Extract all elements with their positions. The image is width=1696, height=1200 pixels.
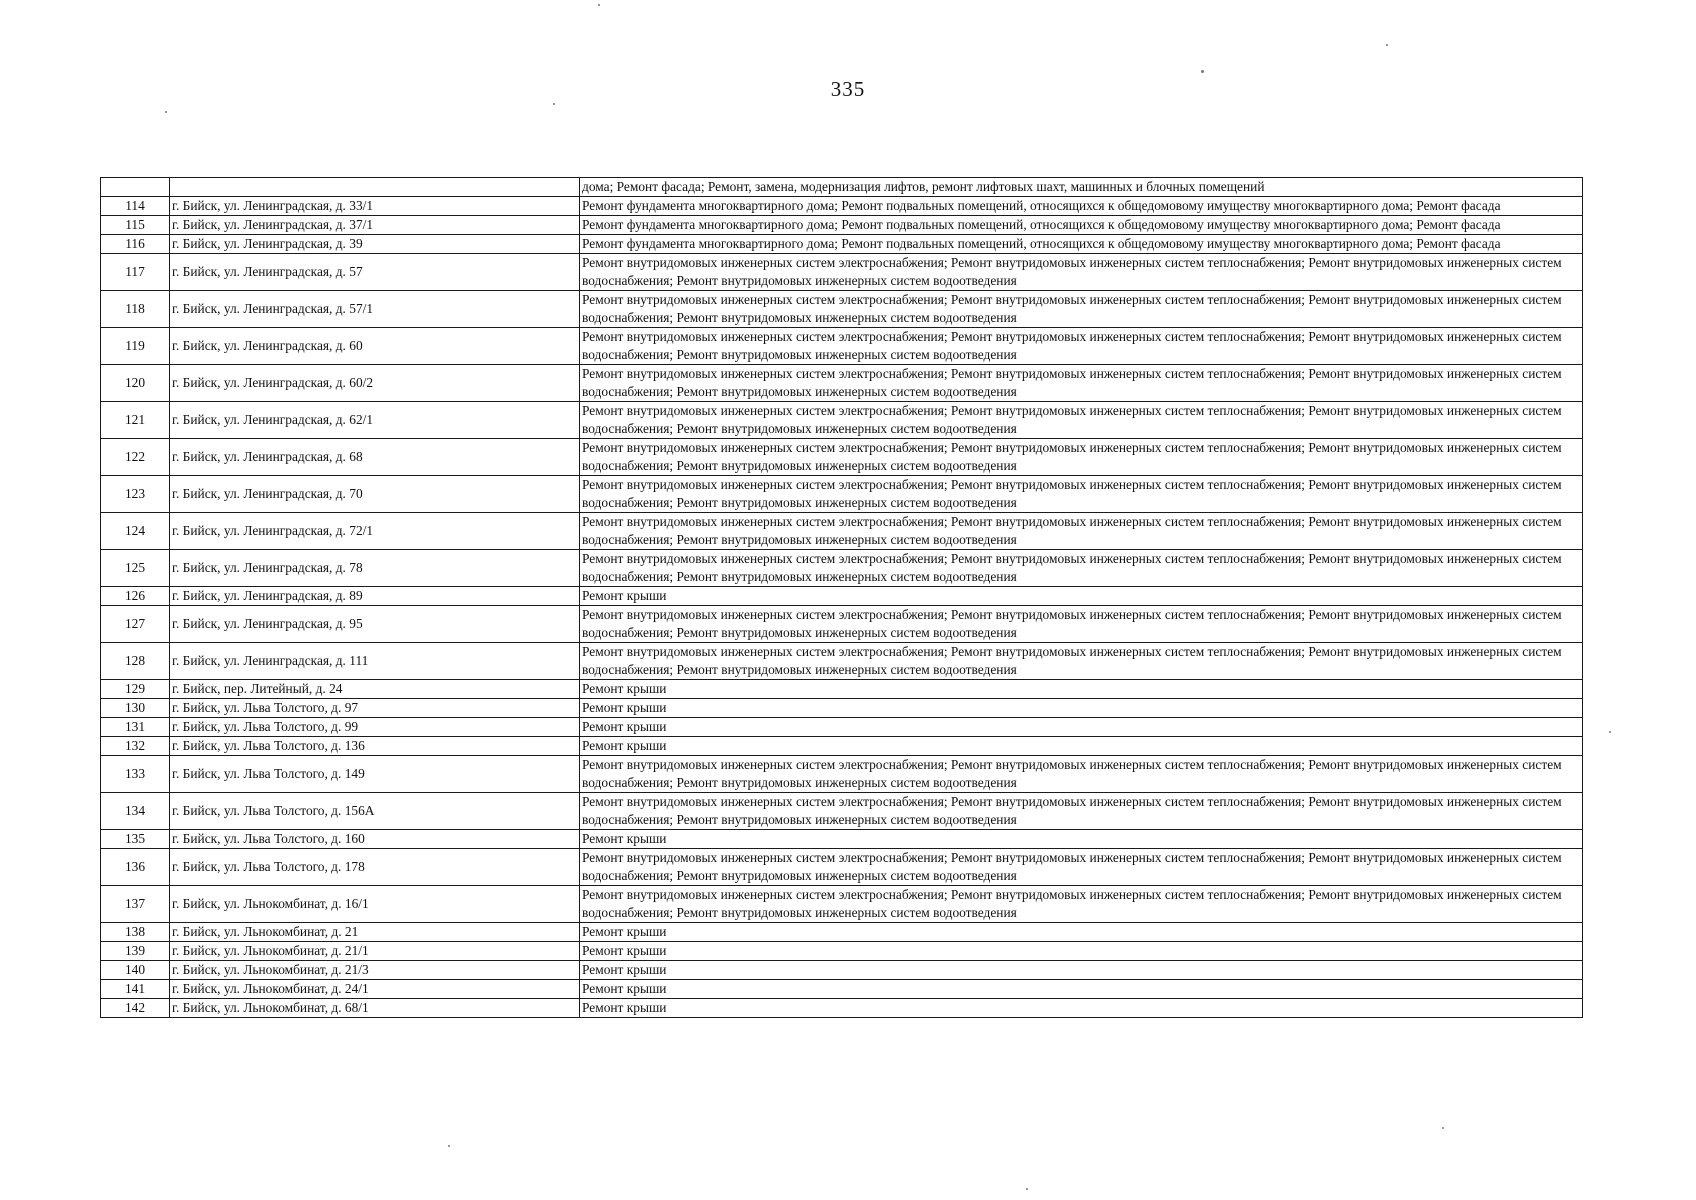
row-address: г. Бийск, ул. Ленинградская, д. 37/1 xyxy=(170,216,580,235)
row-address xyxy=(170,178,580,197)
row-works: Ремонт крыши xyxy=(580,942,1583,961)
row-number: 133 xyxy=(101,756,170,793)
row-works: Ремонт внутридомовых инженерных систем электроснабжения; Ремонт внутридомовых инженерных систем теплоснабжения; Ремонт внутридомовых инженерных систем водоснабжения; Ремонт внутридомовых инженерных систем водоотведения xyxy=(580,849,1583,886)
table-row xyxy=(101,718,1583,737)
row-number: 117 xyxy=(101,254,170,291)
page-number: 335 xyxy=(830,77,866,101)
table-row xyxy=(101,942,1583,961)
row-address: г. Бийск, ул. Ленинградская, д. 89 xyxy=(170,587,580,606)
row-number: 122 xyxy=(101,439,170,476)
row-address: г. Бийск, ул. Ленинградская, д. 78 xyxy=(170,550,580,587)
table-row xyxy=(101,961,1583,980)
row-address: г. Бийск, ул. Ленинградская, д. 57/1 xyxy=(170,291,580,328)
row-number: 138 xyxy=(101,923,170,942)
row-works: Ремонт внутридомовых инженерных систем электроснабжения; Ремонт внутридомовых инженерных систем теплоснабжения; Ремонт внутридомовых инженерных систем водоснабжения; Ремонт внутридомовых инженерных систем водоотведения xyxy=(580,365,1583,402)
row-number: 114 xyxy=(101,197,170,216)
table-row xyxy=(101,550,1583,587)
row-address: г. Бийск, ул. Льнокомбинат, д. 21/3 xyxy=(170,961,580,980)
row-works: Ремонт внутридомовых инженерных систем электроснабжения; Ремонт внутридомовых инженерных систем теплоснабжения; Ремонт внутридомовых инженерных систем водоснабжения; Ремонт внутридомовых инженерных систем водоотведения xyxy=(580,550,1583,587)
row-works: Ремонт крыши xyxy=(580,980,1583,999)
row-works: Ремонт крыши xyxy=(580,830,1583,849)
table-row xyxy=(101,980,1583,999)
table-row xyxy=(101,793,1583,830)
row-address: г. Бийск, ул. Льва Толстого, д. 136 xyxy=(170,737,580,756)
row-address: г. Бийск, ул. Льва Толстого, д. 178 xyxy=(170,849,580,886)
row-address: г. Бийск, ул. Ленинградская, д. 60 xyxy=(170,328,580,365)
row-works: Ремонт фундамента многоквартирного дома; Ремонт подвальных помещений, относящихся к общедомовому имуществу многоквартирного дома; Ремонт фасада xyxy=(580,197,1583,216)
row-number: 132 xyxy=(101,737,170,756)
row-number: 137 xyxy=(101,886,170,923)
row-number: 140 xyxy=(101,961,170,980)
row-number: 123 xyxy=(101,476,170,513)
row-number: 141 xyxy=(101,980,170,999)
table-row xyxy=(101,830,1583,849)
row-number: 115 xyxy=(101,216,170,235)
row-works: Ремонт крыши xyxy=(580,737,1583,756)
row-number: 130 xyxy=(101,699,170,718)
row-works: Ремонт крыши xyxy=(580,999,1583,1018)
table-row xyxy=(101,999,1583,1018)
table-row xyxy=(101,737,1583,756)
row-address: г. Бийск, пер. Литейный, д. 24 xyxy=(170,680,580,699)
table-row xyxy=(101,756,1583,793)
scan-speck xyxy=(1201,70,1204,73)
row-address: г. Бийск, ул. Льва Толстого, д. 97 xyxy=(170,699,580,718)
row-works: Ремонт внутридомовых инженерных систем электроснабжения; Ремонт внутридомовых инженерных систем теплоснабжения; Ремонт внутридомовых инженерных систем водоснабжения; Ремонт внутридомовых инженерных систем водоотведения xyxy=(580,886,1583,923)
table-row xyxy=(101,513,1583,550)
row-address: г. Бийск, ул. Льва Толстого, д. 160 xyxy=(170,830,580,849)
row-works: Ремонт крыши xyxy=(580,699,1583,718)
row-address: г. Бийск, ул. Ленинградская, д. 95 xyxy=(170,606,580,643)
row-number: 131 xyxy=(101,718,170,737)
row-number: 128 xyxy=(101,643,170,680)
row-works: дома; Ремонт фасада; Ремонт, замена, модернизация лифтов, ремонт лифтовых шахт, машинных и блочных помещений xyxy=(580,178,1583,197)
table-row xyxy=(101,886,1583,923)
table-row xyxy=(101,923,1583,942)
row-works: Ремонт внутридомовых инженерных систем электроснабжения; Ремонт внутридомовых инженерных систем теплоснабжения; Ремонт внутридомовых инженерных систем водоснабжения; Ремонт внутридомовых инженерных систем водоотведения xyxy=(580,254,1583,291)
row-works: Ремонт фундамента многоквартирного дома; Ремонт подвальных помещений, относящихся к общедомовому имуществу многоквартирного дома; Ремонт фасада xyxy=(580,216,1583,235)
row-works: Ремонт крыши xyxy=(580,961,1583,980)
row-number xyxy=(101,178,170,197)
row-address: г. Бийск, ул. Льнокомбинат, д. 24/1 xyxy=(170,980,580,999)
row-works: Ремонт внутридомовых инженерных систем электроснабжения; Ремонт внутридомовых инженерных систем теплоснабжения; Ремонт внутридомовых инженерных систем водоснабжения; Ремонт внутридомовых инженерных систем водоотведения xyxy=(580,402,1583,439)
scan-speck xyxy=(1026,1188,1028,1190)
table-row xyxy=(101,365,1583,402)
table-row xyxy=(101,178,1583,197)
scan-speck xyxy=(1442,1127,1444,1129)
table-row xyxy=(101,235,1583,254)
row-works: Ремонт внутридомовых инженерных систем электроснабжения; Ремонт внутридомовых инженерных систем теплоснабжения; Ремонт внутридомовых инженерных систем водоснабжения; Ремонт внутридомовых инженерных систем водоотведения xyxy=(580,793,1583,830)
row-works: Ремонт внутридомовых инженерных систем электроснабжения; Ремонт внутридомовых инженерных систем теплоснабжения; Ремонт внутридомовых инженерных систем водоснабжения; Ремонт внутридомовых инженерных систем водоотведения xyxy=(580,756,1583,793)
row-works: Ремонт внутридомовых инженерных систем электроснабжения; Ремонт внутридомовых инженерных систем теплоснабжения; Ремонт внутридомовых инженерных систем водоснабжения; Ремонт внутридомовых инженерных систем водоотведения xyxy=(580,439,1583,476)
row-address: г. Бийск, ул. Льнокомбинат, д. 21 xyxy=(170,923,580,942)
row-address: г. Бийск, ул. Льва Толстого, д. 156А xyxy=(170,793,580,830)
table-row xyxy=(101,680,1583,699)
scan-speck xyxy=(1609,731,1611,733)
row-number: 121 xyxy=(101,402,170,439)
table-row xyxy=(101,849,1583,886)
table-row xyxy=(101,402,1583,439)
row-number: 119 xyxy=(101,328,170,365)
row-works: Ремонт внутридомовых инженерных систем электроснабжения; Ремонт внутридомовых инженерных систем теплоснабжения; Ремонт внутридомовых инженерных систем водоснабжения; Ремонт внутридомовых инженерных систем водоотведения xyxy=(580,328,1583,365)
row-number: 142 xyxy=(101,999,170,1018)
row-address: г. Бийск, ул. Ленинградская, д. 72/1 xyxy=(170,513,580,550)
table-row xyxy=(101,439,1583,476)
row-number: 120 xyxy=(101,365,170,402)
table-row xyxy=(101,254,1583,291)
row-number: 129 xyxy=(101,680,170,699)
row-works: Ремонт внутридомовых инженерных систем электроснабжения; Ремонт внутридомовых инженерных систем теплоснабжения; Ремонт внутридомовых инженерных систем водоснабжения; Ремонт внутридомовых инженерных систем водоотведения xyxy=(580,606,1583,643)
row-address: г. Бийск, ул. Ленинградская, д. 60/2 xyxy=(170,365,580,402)
table-row xyxy=(101,476,1583,513)
row-number: 134 xyxy=(101,793,170,830)
row-number: 124 xyxy=(101,513,170,550)
row-address: г. Бийск, ул. Льва Толстого, д. 99 xyxy=(170,718,580,737)
row-number: 135 xyxy=(101,830,170,849)
row-address: г. Бийск, ул. Ленинградская, д. 62/1 xyxy=(170,402,580,439)
row-address: г. Бийск, ул. Льва Толстого, д. 149 xyxy=(170,756,580,793)
scan-speck xyxy=(553,103,555,105)
repair-works-table xyxy=(100,177,1583,1018)
table-row xyxy=(101,643,1583,680)
table-row xyxy=(101,587,1583,606)
row-works: Ремонт внутридомовых инженерных систем электроснабжения; Ремонт внутридомовых инженерных систем теплоснабжения; Ремонт внутридомовых инженерных систем водоснабжения; Ремонт внутридомовых инженерных систем водоотведения xyxy=(580,513,1583,550)
table-body xyxy=(101,178,1583,1018)
row-works: Ремонт внутридомовых инженерных систем электроснабжения; Ремонт внутридомовых инженерных систем теплоснабжения; Ремонт внутридомовых инженерных систем водоснабжения; Ремонт внутридомовых инженерных систем водоотведения xyxy=(580,476,1583,513)
table-row xyxy=(101,699,1583,718)
row-works: Ремонт крыши xyxy=(580,718,1583,737)
row-number: 126 xyxy=(101,587,170,606)
table-row xyxy=(101,197,1583,216)
row-address: г. Бийск, ул. Ленинградская, д. 33/1 xyxy=(170,197,580,216)
row-works: Ремонт крыши xyxy=(580,923,1583,942)
scan-speck xyxy=(598,4,600,6)
row-address: г. Бийск, ул. Льнокомбинат, д. 68/1 xyxy=(170,999,580,1018)
table-row xyxy=(101,328,1583,365)
row-number: 125 xyxy=(101,550,170,587)
table-row xyxy=(101,606,1583,643)
row-number: 127 xyxy=(101,606,170,643)
row-address: г. Бийск, ул. Льнокомбинат, д. 16/1 xyxy=(170,886,580,923)
row-address: г. Бийск, ул. Ленинградская, д. 39 xyxy=(170,235,580,254)
row-address: г. Бийск, ул. Ленинградская, д. 57 xyxy=(170,254,580,291)
row-works: Ремонт внутридомовых инженерных систем электроснабжения; Ремонт внутридомовых инженерных систем теплоснабжения; Ремонт внутридомовых инженерных систем водоснабжения; Ремонт внутридомовых инженерных систем водоотведения xyxy=(580,291,1583,328)
row-works: Ремонт крыши xyxy=(580,587,1583,606)
row-works: Ремонт фундамента многоквартирного дома; Ремонт подвальных помещений, относящихся к общедомовому имуществу многоквартирного дома; Ремонт фасада xyxy=(580,235,1583,254)
row-address: г. Бийск, ул. Ленинградская, д. 70 xyxy=(170,476,580,513)
row-works: Ремонт внутридомовых инженерных систем электроснабжения; Ремонт внутридомовых инженерных систем теплоснабжения; Ремонт внутридомовых инженерных систем водоснабжения; Ремонт внутридомовых инженерных систем водоотведения xyxy=(580,643,1583,680)
row-number: 118 xyxy=(101,291,170,328)
row-address: г. Бийск, ул. Ленинградская, д. 111 xyxy=(170,643,580,680)
scan-speck xyxy=(1386,44,1388,46)
row-address: г. Бийск, ул. Льнокомбинат, д. 21/1 xyxy=(170,942,580,961)
row-works: Ремонт крыши xyxy=(580,680,1583,699)
row-number: 136 xyxy=(101,849,170,886)
row-number: 139 xyxy=(101,942,170,961)
scan-speck xyxy=(165,111,167,113)
row-address: г. Бийск, ул. Ленинградская, д. 68 xyxy=(170,439,580,476)
table-row xyxy=(101,291,1583,328)
row-number: 116 xyxy=(101,235,170,254)
scan-speck xyxy=(448,1145,450,1147)
table-row xyxy=(101,216,1583,235)
